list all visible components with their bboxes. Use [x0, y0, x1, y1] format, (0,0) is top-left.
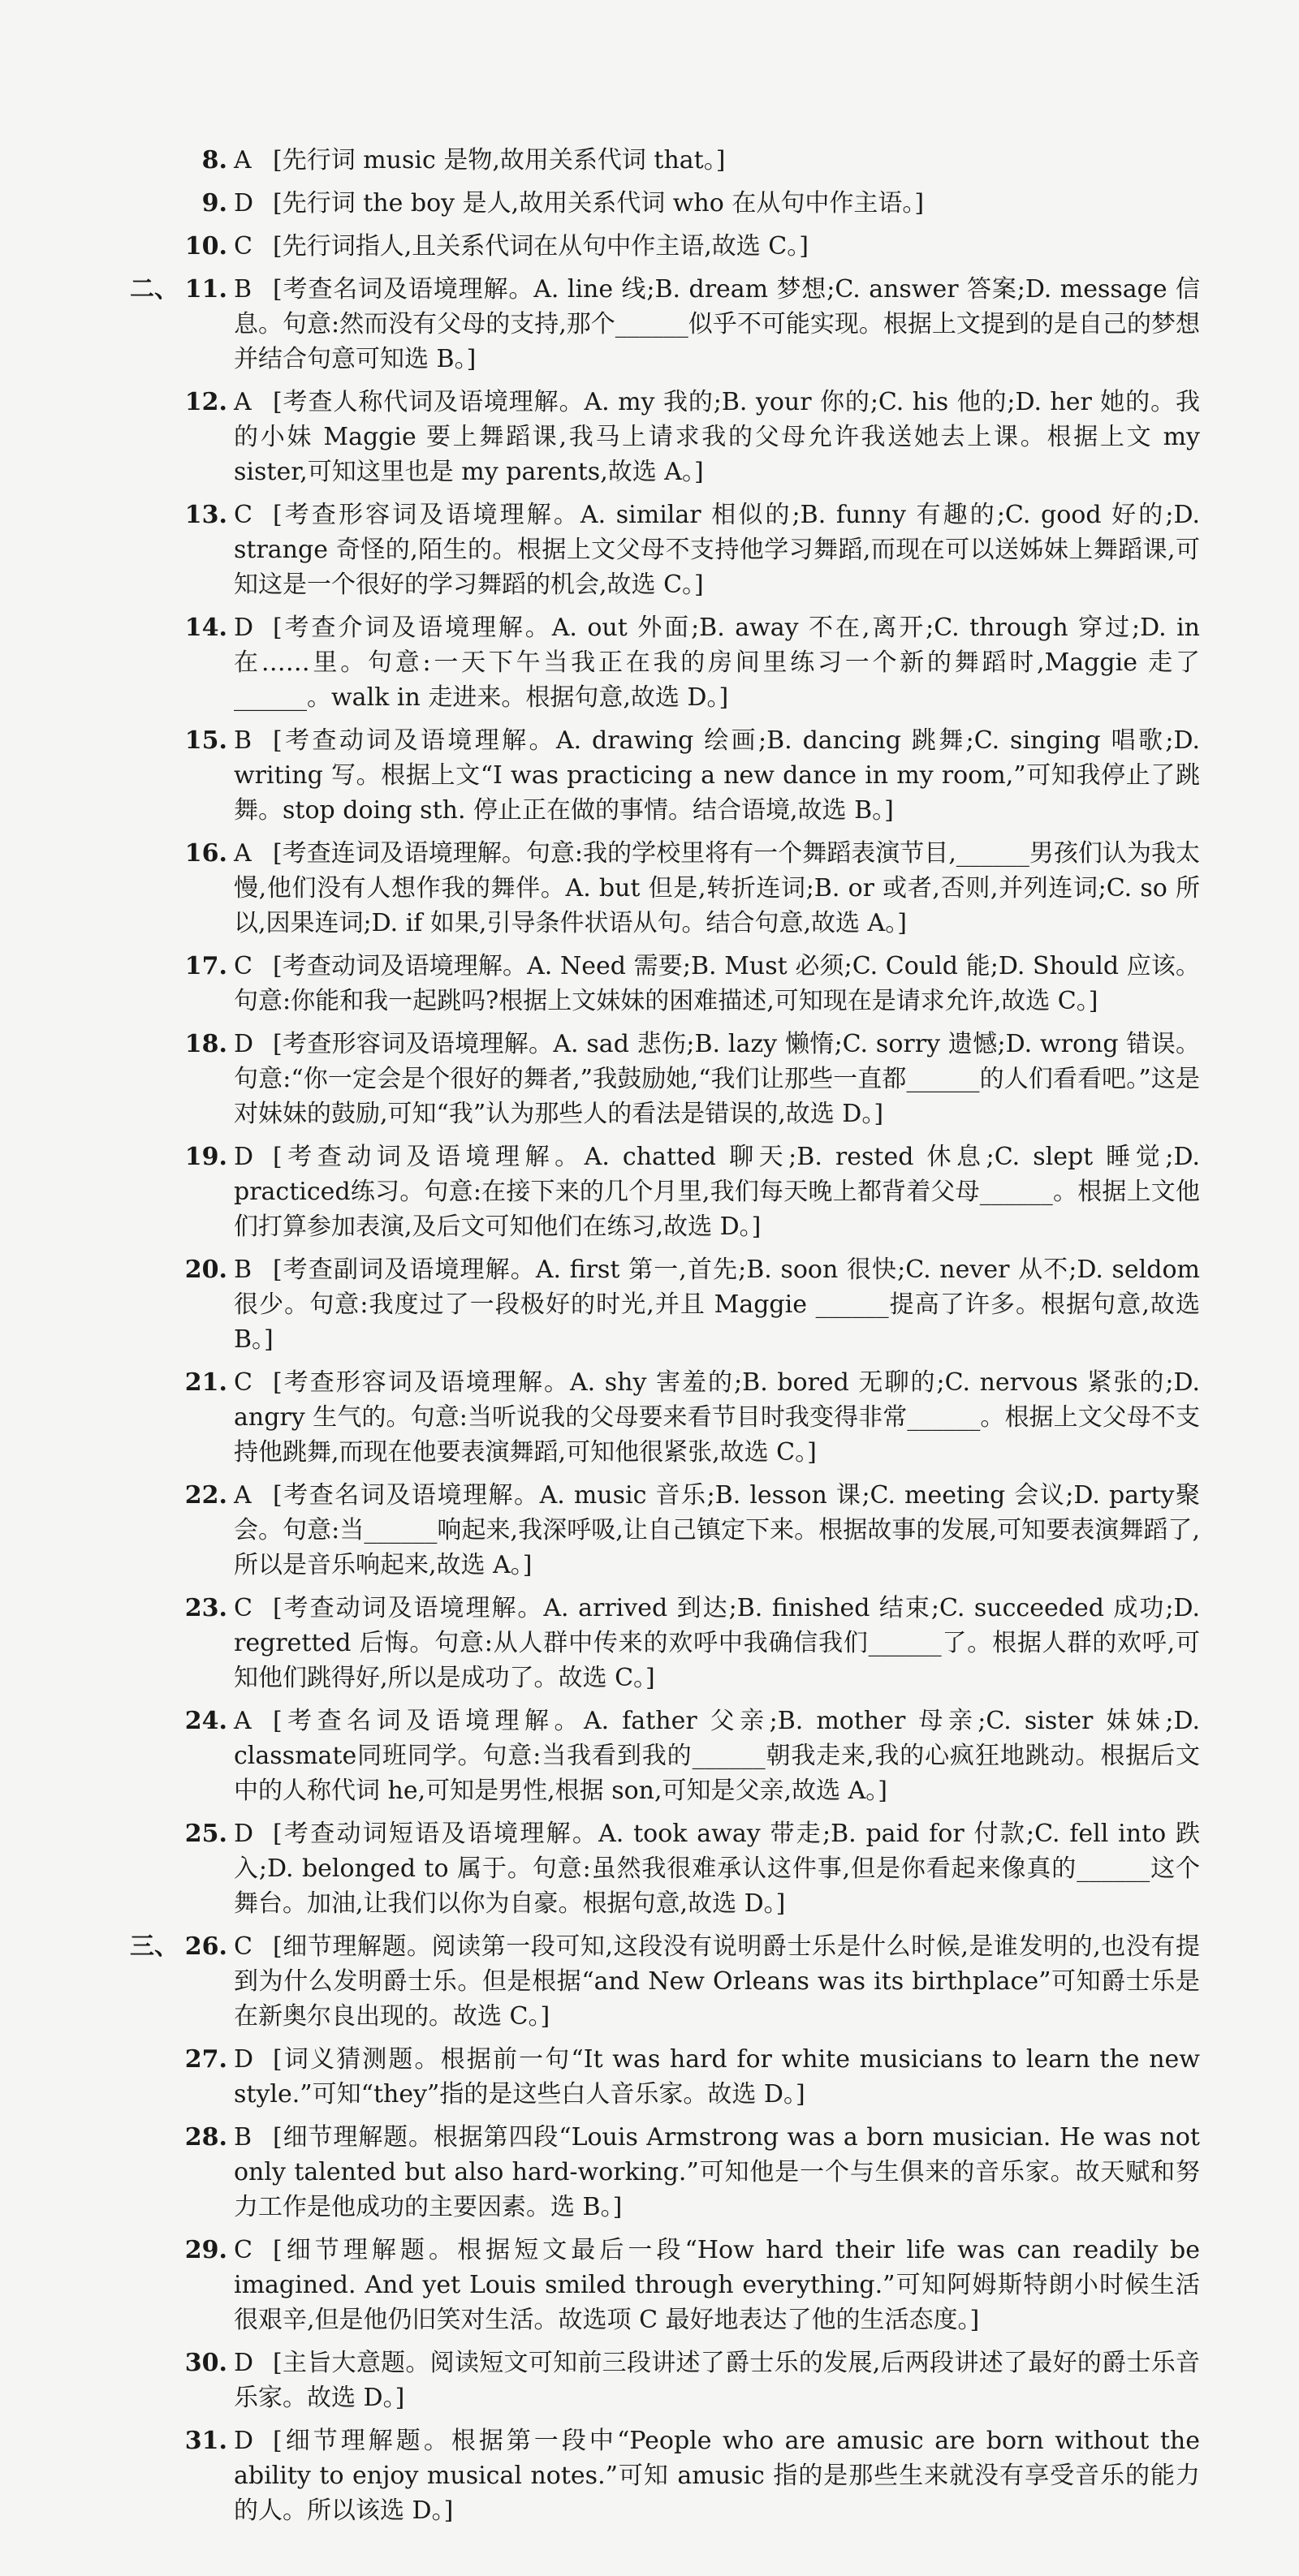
answer-item	[0, 2346, 1299, 2415]
explanation-text: [细节理解题。根据短文最后一段“How hard their life was can readily be imagined. And yet Louis smiled through everything.”可知阿姆斯特朗小时候生活很艰辛,但是他仍旧笑对生活。故选项 C 最好地表达了他的生活态度。]	[234, 2236, 1208, 2334]
answer-item	[0, 498, 1299, 602]
explanation-text: [细节理解题。根据第一段中“People who are amusic are born without the ability to enjoy musical notes.”可知 amusic 指的是那些生来就没有享受音乐的能力的人。所以该选 D。]	[234, 2427, 1208, 2525]
question-number: 25.	[184, 1820, 227, 1848]
question-number: 12.	[184, 388, 227, 416]
answer-letter: D	[234, 189, 254, 218]
explanation-text: [先行词指人,且关系代词在从句中作主语,故选 C。]	[273, 232, 809, 261]
answer-letter: C	[234, 1594, 252, 1622]
explanation-text: [考查动词及语境理解。A. drawing 绘画;B. dancing 跳舞;C. singing 唱歌;D. writing 写。根据上文“I was practicing a new dance in my room,”可知我停止了跳舞。stop doing sth. 停止正在做的事情。结合语境,故选 B。]	[234, 726, 1208, 825]
answer-item	[0, 1365, 1299, 1470]
explanation-text: [考查名词及语境理解。A. line 线;B. dream 梦想;C. answer 答案;D. message 信息。句意:然而没有父母的支持,那个______似乎不可能实现。根据上文提到的是自己的梦想并结合句意可知选 B。]	[234, 275, 1200, 373]
answer-item	[0, 1704, 1299, 1808]
answer-letter: D	[234, 2349, 254, 2377]
explanation-text: [考查动词及语境理解。A. arrived 到达;B. finished 结束;C. succeeded 成功;D. regretted 后悔。句意:从人群中传来的欢呼中我确信我们______了。根据人群的欢呼,可知他们跳得好,所以是成功了。故选 C。]	[234, 1594, 1208, 1692]
question-number: 29.	[184, 2236, 227, 2264]
answer-letter: A	[234, 1481, 252, 1510]
question-number: 11.	[184, 275, 227, 304]
answer-letter: A	[234, 146, 252, 174]
question-number: 19.	[184, 1143, 227, 1171]
question-number: 21.	[184, 1368, 227, 1397]
answer-item	[0, 1139, 1299, 1244]
question-number: 10.	[184, 232, 227, 261]
explanation-text: [先行词 the boy 是人,故用关系代词 who 在从句中作主语。]	[273, 189, 925, 218]
explanation-text: [考查名词及语境理解。A. father 父亲;B. mother 母亲;C. sister 妹妹;D. classmate同班同学。句意:当我看到我的______朝我走来,我的心疯狂地跳动。根据后文中的人称代词 he,可知是男性,根据 son,可知是父亲,故选 A。]	[234, 1707, 1208, 1805]
answer-letter: D	[234, 614, 254, 642]
answer-letter: C	[234, 501, 252, 529]
answer-letter: C	[234, 1368, 252, 1397]
question-number: 9.	[201, 189, 227, 218]
answer-item	[0, 143, 1299, 178]
answer-letter: A	[234, 839, 252, 868]
question-number: 23.	[184, 1594, 227, 1622]
explanation-text: [考查动词短语及语境理解。A. took away 带走;B. paid for 付款;C. fell into 跌入;D. belonged to 属于。句意:虽然我很难承认这件事,但是你看起来像真的______这个舞台。加油,让我们以你为自豪。根据句意,故选 D。]	[234, 1820, 1200, 1918]
answer-letter: B	[234, 1256, 252, 1284]
explanation-text: [考查动词及语境理解。A. chatted 聊天;B. rested 休息;C. slept 睡觉;D. practiced练习。句意:在接下来的几个月里,我们每天晚上都背着父母______。根据上文他们打算参加表演,及后文可知他们在练习,故选 D。]	[234, 1143, 1208, 1241]
question-number: 18.	[184, 1030, 227, 1058]
explanation-text: [细节理解题。根据第四段“Louis Armstrong was a born musician. He was not only talented but also hard-working.”可知他是一个与生俱来的音乐家。故天赋和努力工作是他成功的主要因素。选 B。]	[234, 2123, 1208, 2221]
question-number: 31.	[184, 2427, 227, 2455]
answer-letter: D	[234, 1143, 254, 1171]
explanation-text: [考查人称代词及语境理解。A. my 我的;B. your 你的;C. his 他的;D. her 她的。我的小妹 Maggie 要上舞蹈课,我马上请求我的父母允许我送她去上课。根据上文 my sister,可知这里也是 my parents,故选 A。]	[234, 388, 1208, 486]
answer-item	[0, 2423, 1299, 2528]
answer-item	[0, 2120, 1299, 2225]
question-number: 13.	[184, 501, 227, 529]
explanation-text: [先行词 music 是物,故用关系代词 that。]	[273, 146, 726, 174]
explanation-text: [考查介词及语境理解。A. out 外面;B. away 不在,离开;C. through 穿过;D. in 在……里。句意:一天下午当我正在我的房间里练习一个新的舞蹈时,Maggie 走了______。walk in 走进来。根据句意,故选 D。]	[234, 614, 1208, 712]
section-number: 二、	[130, 275, 179, 304]
explanation-text: [考查连词及语境理解。句意:我的学校里将有一个舞蹈表演节目,______男孩们认为我太慢,他们没有人想作我的舞伴。A. but 但是,转折连词;B. or 或者,否则,并列连词;C. so 所以,因果连词;D. if 如果,引导条件状语从句。结合句意,故选 A。]	[234, 839, 1200, 937]
question-number: 15.	[184, 726, 227, 755]
explanation-text: [主旨大意题。阅读短文可知前三段讲述了爵士乐的发展,后两段讲述了最好的爵士乐音乐家。故选 D。]	[234, 2349, 1200, 2412]
answer-item	[0, 229, 1299, 264]
question-number: 26.	[184, 1932, 227, 1961]
answer-letter: C	[234, 2236, 252, 2264]
answer-item	[0, 610, 1299, 715]
section-number: 三、	[130, 1932, 179, 1961]
answer-letter: D	[234, 2427, 254, 2455]
answer-letter: C	[234, 232, 252, 261]
answer-letter: B	[234, 2123, 252, 2152]
answer-letter: A	[234, 1707, 252, 1735]
answer-item	[0, 186, 1299, 221]
answer-letter: C	[234, 952, 252, 980]
question-number: 17.	[184, 952, 227, 980]
question-number: 16.	[184, 839, 227, 868]
answer-item	[0, 2042, 1299, 2112]
answer-item	[0, 1816, 1299, 1921]
answer-letter: D	[234, 1030, 254, 1058]
answer-letter: D	[234, 1820, 254, 1848]
question-number: 14.	[184, 614, 227, 642]
answer-letter: D	[234, 2045, 254, 2074]
answer-letter: B	[234, 275, 252, 304]
answer-item	[0, 272, 1299, 377]
answer-item	[0, 1027, 1299, 1131]
answer-item	[0, 385, 1299, 489]
explanation-text: [考查动词及语境理解。A. Need 需要;B. Must 必须;C. Could 能;D. Should 应该。句意:你能和我一起跳吗?根据上文妹妹的困难描述,可知现在是请求允许,故选 C。]	[234, 952, 1200, 1015]
explanation-text: [考查形容词及语境理解。A. sad 悲伤;B. lazy 懒惰;C. sorry 遗憾;D. wrong 错误。句意:“你一定会是个很好的舞者,”我鼓励她,“我们让那些一直都______的人们看看吧。”这是对妹妹的鼓励,可知“我”认为那些人的看法是错误的,故选 D。]	[234, 1030, 1200, 1128]
answer-list	[0, 143, 1299, 2536]
question-number: 22.	[184, 1481, 227, 1510]
question-number: 24.	[184, 1707, 227, 1735]
explanation-text: [词义猜测题。根据前一句“It was hard for white musicians to learn the new style.”可知“they”指的是这些白人音乐家。故选 D。]	[234, 2045, 1208, 2109]
explanation-text: [考查形容词及语境理解。A. similar 相似的;B. funny 有趣的;C. good 好的;D. strange 奇怪的,陌生的。根据上文父母不支持他学习舞蹈,而现在可以送姊妹上舞蹈课,可知这是一个很好的学习舞蹈的机会,故选 C。]	[234, 501, 1208, 599]
explanation-text: [考查形容词及语境理解。A. shy 害羞的;B. bored 无聊的;C. nervous 紧张的;D. angry 生气的。句意:当听说我的父母要来看节目时我变得非常______。根据上文父母不支持他跳舞,而现在他要表演舞蹈,可知他很紧张,故选 C。]	[234, 1368, 1208, 1467]
answer-letter: B	[234, 726, 252, 755]
explanation-text: [考查名词及语境理解。A. music 音乐;B. lesson 课;C. meeting 会议;D. party聚会。句意:当______响起来,我深呼吸,让自己镇定下来。根据故事的发展,可知要表演舞蹈了,所以是音乐响起来,故选 A。]	[234, 1481, 1200, 1579]
answer-item	[0, 2233, 1299, 2337]
explanation-text: [细节理解题。阅读第一段可知,这段没有说明爵士乐是什么时候,是谁发明的,也没有提到为什么发明爵士乐。但是根据“and New Orleans was its birthplace”可知爵士乐是在新奥尔良出现的。故选 C。]	[234, 1932, 1200, 2031]
question-number: 27.	[184, 2045, 227, 2074]
question-number: 8.	[201, 146, 227, 174]
answer-item	[0, 723, 1299, 828]
answer-item	[0, 1929, 1299, 2034]
answer-item	[0, 1252, 1299, 1357]
answer-letter: C	[234, 1932, 252, 1961]
answer-item	[0, 1591, 1299, 1695]
answer-letter: A	[234, 388, 252, 416]
question-number: 20.	[184, 1256, 227, 1284]
question-number: 30.	[184, 2349, 227, 2377]
answer-item	[0, 949, 1299, 1019]
answer-item	[0, 1478, 1299, 1583]
question-number: 28.	[184, 2123, 227, 2152]
answer-item	[0, 836, 1299, 941]
explanation-text: [考查副词及语境理解。A. first 第一,首先;B. soon 很快;C. never 从不;D. seldom很少。句意:我度过了一段极好的时光,并且 Maggie ______提高了许多。根据句意,故选 B。]	[234, 1256, 1208, 1354]
